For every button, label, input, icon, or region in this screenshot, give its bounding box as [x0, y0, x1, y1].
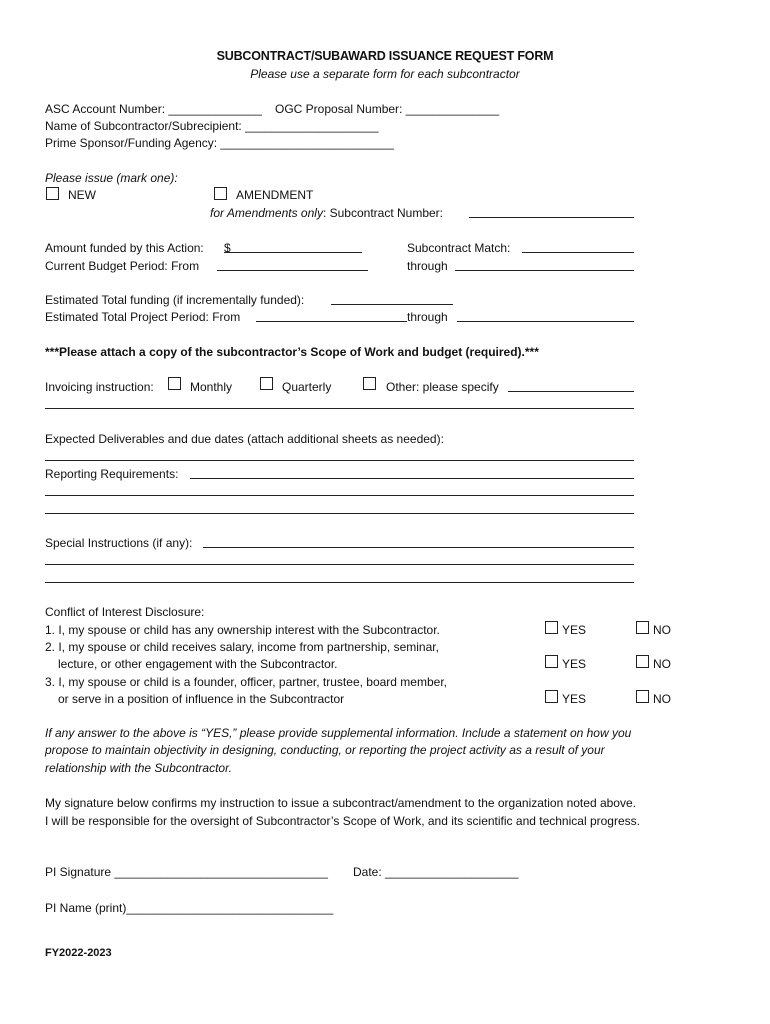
coi-heading: Conflict of Interest Disclosure:	[45, 605, 205, 619]
confirmation-line-1: My signature below confirms my instruction to issue a subcontract/amendment to the organization noted above.	[45, 796, 636, 810]
fiscal-year-label: FY2022-2023	[45, 947, 112, 959]
amendment-label: AMENDMENT	[236, 188, 314, 202]
quarterly-checkbox[interactable]	[260, 377, 273, 390]
est-total-funding-label: Estimated Total funding (if incrementally funded):	[45, 293, 305, 307]
amount-funded-label: Amount funded by this Action:	[45, 241, 204, 255]
subcontract-number-line[interactable]	[469, 217, 634, 218]
budget-through-label: through	[407, 259, 448, 273]
coi-2-yes-label: YES	[562, 657, 587, 671]
form-title: SUBCONTRACT/SUBAWARD ISSUANCE REQUEST FORM	[216, 49, 554, 63]
subcontract-match-label: Subcontract Match:	[407, 241, 511, 255]
form-subtitle: Please use a separate form for each subcontractor	[250, 67, 520, 81]
invoicing-label: Invoicing instruction:	[45, 380, 154, 394]
supplemental-line-1: If any answer to the above is “YES,” please provide supplemental information. Include a statement on how you	[45, 726, 632, 740]
est-total-funding-line[interactable]	[331, 304, 453, 305]
invoicing-extra-line[interactable]	[45, 408, 634, 409]
prime-sponsor-field[interactable]: Prime Sponsor/Funding Agency: __________________________	[45, 136, 394, 150]
budget-period-label: Current Budget Period: From	[45, 259, 200, 273]
reporting-line-2[interactable]	[45, 495, 634, 496]
subcontract-number-text: : Subcontract Number:	[322, 206, 444, 220]
est-project-from-line[interactable]	[256, 321, 407, 322]
other-checkbox[interactable]	[363, 377, 376, 390]
budget-period-through-line[interactable]	[455, 270, 634, 271]
budget-period-from-line[interactable]	[217, 270, 368, 271]
est-project-period-label: Estimated Total Project Period: From	[45, 310, 241, 324]
monthly-label: Monthly	[190, 380, 233, 394]
amendments-only-label: for Amendments only	[210, 206, 323, 220]
coi-2-yes-checkbox[interactable]	[545, 655, 558, 668]
special-instructions-label: Special Instructions (if any):	[45, 536, 193, 550]
confirmation-line-2: I will be responsible for the oversight of Subcontractor’s Scope of Work, and its scientific and technical progress.	[45, 814, 640, 828]
reporting-line-3[interactable]	[45, 513, 634, 514]
subcontract-match-line[interactable]	[522, 252, 634, 253]
subcontractor-name-field[interactable]: Name of Subcontractor/Subrecipient: ____________________	[45, 119, 379, 133]
reporting-label: Reporting Requirements:	[45, 467, 179, 481]
coi-question-3a: 3. I, my spouse or child is a founder, officer, partner, trustee, board member,	[45, 675, 447, 689]
special-line-1[interactable]	[203, 547, 634, 548]
pi-name-field[interactable]: PI Name (print)_______________________________	[45, 901, 334, 915]
pi-signature-field[interactable]: PI Signature ________________________________	[45, 865, 328, 879]
supplemental-line-2: propose to maintain objectivity in designing, conducting, or reporting the project activity as a result of your	[45, 743, 605, 757]
coi-3-no-label: NO	[653, 692, 671, 706]
coi-1-yes-label: YES	[562, 623, 587, 637]
deliverables-line[interactable]	[45, 460, 634, 461]
issue-label: Please issue (mark one):	[45, 171, 178, 185]
ogc-proposal-field[interactable]: OGC Proposal Number: ______________	[275, 102, 500, 116]
coi-question-3b: or serve in a position of influence in the Subcontractor	[58, 692, 345, 706]
coi-2-no-checkbox[interactable]	[636, 655, 649, 668]
monthly-checkbox[interactable]	[168, 377, 181, 390]
special-line-2[interactable]	[45, 564, 634, 565]
special-line-3[interactable]	[45, 582, 634, 583]
coi-1-no-checkbox[interactable]	[636, 621, 649, 634]
amount-funded-line[interactable]	[224, 252, 362, 253]
coi-3-no-checkbox[interactable]	[636, 690, 649, 703]
coi-question-1: 1. I, my spouse or child has any ownership interest with the Subcontractor.	[45, 623, 440, 637]
new-label: NEW	[68, 188, 96, 202]
new-checkbox[interactable]	[46, 187, 59, 200]
coi-1-yes-checkbox[interactable]	[545, 621, 558, 634]
deliverables-label: Expected Deliverables and due dates (attach additional sheets as needed):	[45, 432, 444, 446]
coi-question-2b: lecture, or other engagement with the Subcontractor.	[58, 657, 338, 671]
other-specify-line[interactable]	[508, 391, 634, 392]
asc-account-field[interactable]: ASC Account Number: ______________	[45, 102, 262, 116]
coi-2-no-label: NO	[653, 657, 671, 671]
est-project-through-line[interactable]	[457, 321, 634, 322]
est-project-through-label: through	[407, 310, 448, 324]
reporting-line-1[interactable]	[190, 478, 634, 479]
other-label: Other: please specify	[386, 380, 499, 394]
coi-3-yes-checkbox[interactable]	[545, 690, 558, 703]
coi-1-no-label: NO	[653, 623, 671, 637]
amendment-checkbox[interactable]	[214, 187, 227, 200]
dollar-sign: $	[224, 241, 231, 255]
supplemental-line-3: relationship with the Subcontractor.	[45, 761, 232, 775]
subcontract-number-label	[210, 205, 443, 221]
quarterly-label: Quarterly	[282, 380, 332, 394]
coi-3-yes-label: YES	[562, 692, 587, 706]
attach-notice: ***Please attach a copy of the subcontractor’s Scope of Work and budget (required).***	[45, 345, 539, 359]
date-field[interactable]: Date: ____________________	[353, 865, 519, 879]
coi-question-2a: 2. I, my spouse or child receives salary, income from partnership, seminar,	[45, 640, 439, 654]
